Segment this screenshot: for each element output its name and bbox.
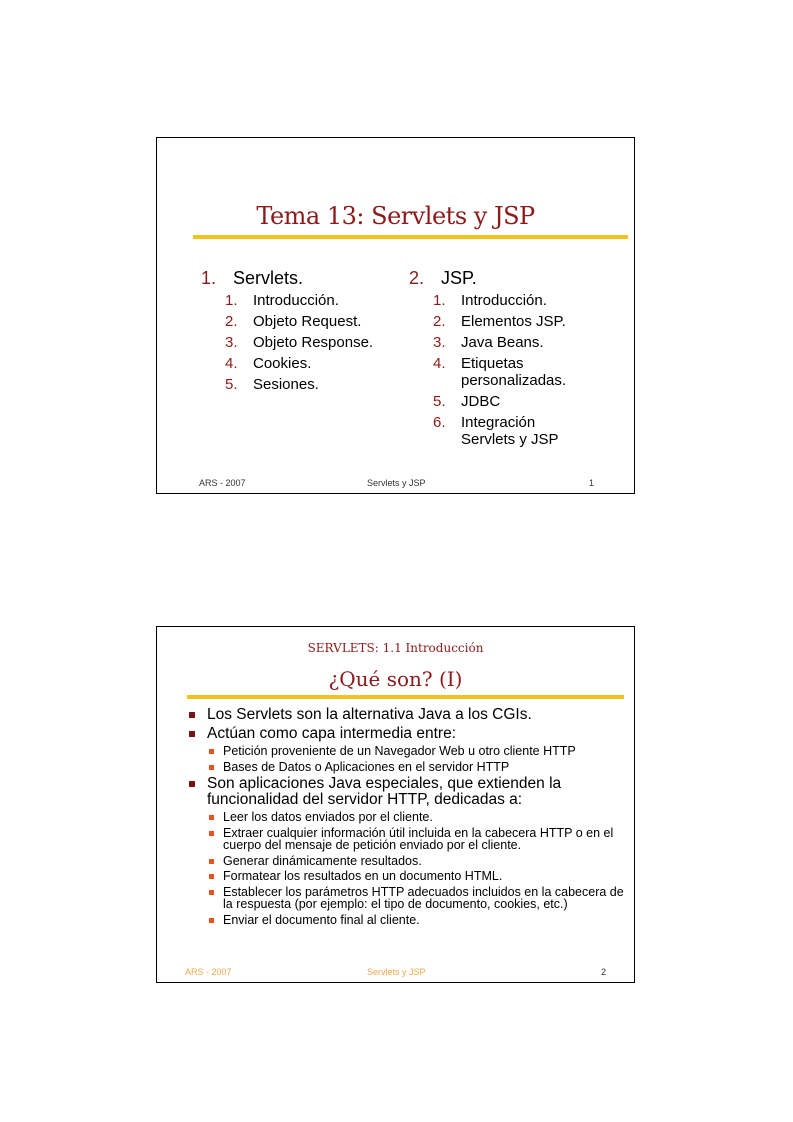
list-item: 5. JDBC	[433, 393, 501, 410]
footer-center: Servlets y JSP	[367, 478, 426, 488]
list-item: Formatear los resultados en un documento HTML.	[209, 870, 625, 883]
slide-title: Tema 13: Servlets y JSP	[256, 202, 535, 230]
footer-page-number: 2	[600, 967, 606, 977]
list-item: Enviar el documento final al cliente.	[209, 914, 625, 927]
slide-1	[156, 137, 635, 494]
list-item: 1. Introducción.	[225, 292, 339, 309]
title-underline	[187, 695, 624, 699]
list-item: 4. Cookies.	[225, 355, 312, 372]
bullet-list	[185, 707, 625, 929]
list-item: 2. Objeto Request.	[225, 313, 362, 330]
subtopic-list	[225, 292, 373, 393]
topic-heading	[201, 266, 373, 290]
list-item: Leer los datos enviados por el cliente.	[209, 811, 625, 824]
topic-number: 1.	[201, 268, 217, 288]
list-item: Los Servlets son la alternativa Java a los CGIs.	[185, 707, 625, 723]
list-item: Actúan como capa intermedia entre:	[185, 726, 625, 742]
title-underline	[193, 235, 628, 239]
footer-page-number: 1	[588, 478, 594, 488]
topic-label: JSP.	[441, 268, 477, 288]
footer-left: ARS - 2007	[199, 478, 246, 488]
list-item: 3. Java Beans.	[433, 334, 544, 351]
list-item: 2. Elementos JSP.	[433, 313, 566, 330]
topic-label: Servlets.	[233, 268, 304, 288]
footer-center: Servlets y JSP	[367, 967, 426, 977]
list-item: Son aplicaciones Java especiales, que extienden la funcionalidad del servidor HTTP, dedicadas a:	[185, 776, 625, 808]
list-item: 5. Sesiones.	[225, 376, 319, 393]
list-item: 4. Etiquetas personalizadas.	[433, 355, 567, 389]
section-label: SERVLETS: 1.1 Introducción	[307, 641, 484, 655]
list-item: Bases de Datos o Aplicaciones en el servidor HTTP	[209, 761, 625, 774]
bullet-square-icon	[209, 765, 214, 770]
topic-heading	[409, 266, 586, 290]
subtopic-list	[433, 292, 586, 448]
bullet-square-icon	[209, 918, 214, 923]
list-item: 6. Integración Servlets y JSP	[433, 414, 559, 448]
topic-column-servlets	[201, 266, 373, 397]
bullet-square-icon	[189, 781, 195, 787]
slide-title: ¿Qué son? (I)	[328, 667, 463, 691]
list-item: Extraer cualquier información útil incluida en la cabecera HTTP o en el cuerpo del mensaje de petición enviado por el cliente.	[209, 827, 625, 852]
bullet-square-icon	[209, 874, 214, 879]
bullet-square-icon	[209, 890, 214, 895]
list-item: Generar dinámicamente resultados.	[209, 855, 625, 868]
footer-left: ARS - 2007	[185, 967, 232, 977]
topic-number: 2.	[409, 268, 425, 288]
sub-bullet-list	[209, 745, 625, 773]
bullet-square-icon	[209, 831, 214, 836]
bullet-square-icon	[209, 859, 214, 864]
list-item: 1. Introducción.	[433, 292, 547, 309]
bullet-square-icon	[189, 731, 195, 737]
bullet-square-icon	[189, 712, 195, 718]
sub-bullet-list	[209, 811, 625, 926]
slide-2	[156, 626, 635, 983]
list-item: Petición proveniente de un Navegador Web u otro cliente HTTP	[209, 745, 625, 758]
bullet-square-icon	[209, 815, 214, 820]
topic-column-jsp	[409, 266, 586, 452]
list-item: Establecer los parámetros HTTP adecuados incluidos en la cabecera de la respuesta (por ejemplo: el tipo de documento, cookies, etc.)	[209, 886, 625, 911]
bullet-square-icon	[209, 749, 214, 754]
list-item: 3. Objeto Response.	[225, 334, 374, 351]
